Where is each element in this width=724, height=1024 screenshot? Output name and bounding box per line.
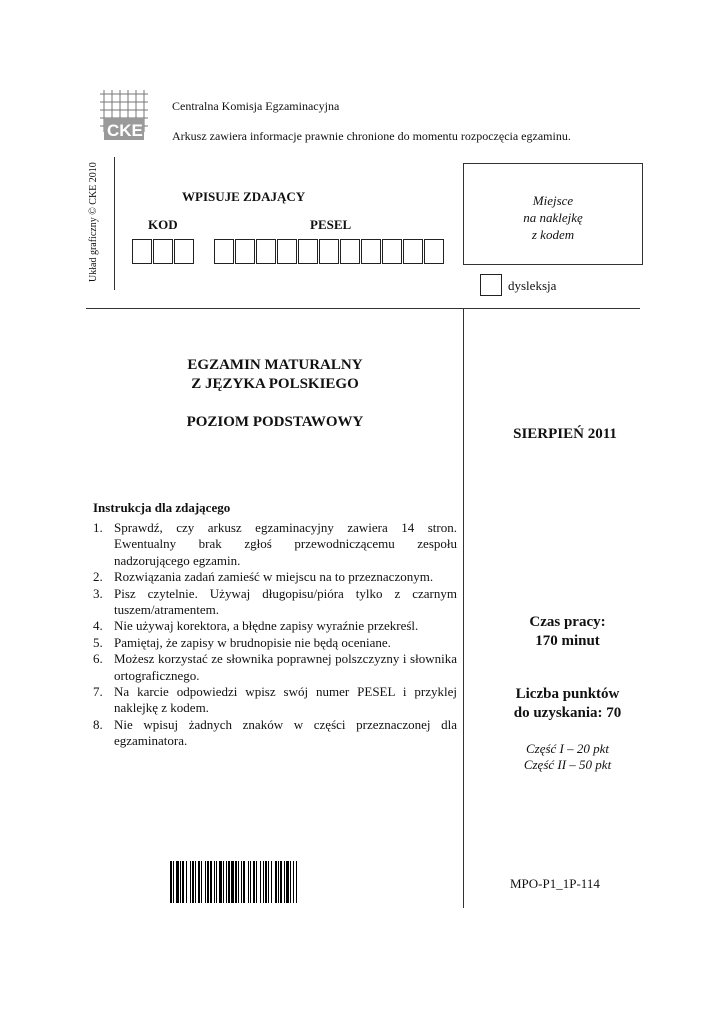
instruction-number: 4. (93, 618, 103, 634)
institution-name: Centralna Komisja Egzaminacyjna (172, 99, 340, 113)
pesel-box[interactable] (298, 239, 318, 264)
instruction-item (93, 520, 457, 569)
pesel-box[interactable] (256, 239, 276, 264)
instruction-text: Nie używaj korektora, a błędne zapisy wyraźnie przekreśl. (114, 618, 419, 634)
instruction-item (93, 717, 457, 750)
sticker-placeholder (463, 163, 643, 265)
exam-title (130, 356, 420, 394)
work-time-label: Czas pracy: (529, 614, 606, 630)
max-points-label: Liczba punktów (515, 686, 620, 702)
work-time (500, 613, 635, 651)
kod-input-boxes[interactable] (132, 239, 195, 264)
copyright-vertical: Układ graficzny © CKE 2010 (88, 162, 99, 282)
instruction-text: Pamiętaj, że zapisy w brudnopisie nie będą oceniane. (114, 634, 391, 650)
instruction-number: 7. (93, 684, 103, 700)
part-2-points: Część II – 50 pkt (523, 757, 612, 772)
instruction-text: Pisz czytelnie. Używaj długopisu/pióra tylko z czarnym tuszem/atramentem. (114, 585, 457, 618)
exam-code: MPO-P1_1P-114 (510, 876, 600, 891)
instruction-item (93, 651, 457, 684)
instruction-item (93, 635, 457, 651)
logo-text: CKE (107, 121, 143, 140)
instruction-number: 8. (93, 716, 103, 732)
pesel-box[interactable] (424, 239, 444, 264)
instruction-item (93, 684, 457, 717)
pesel-box[interactable] (340, 239, 360, 264)
instruction-text: Na karcie odpowiedzi wpisz swój numer PESEL i przyklej naklejkę z kodem. (114, 684, 457, 716)
candidate-section-title: WPISUJE ZDAJĄCY (182, 189, 306, 204)
kod-box[interactable] (132, 239, 152, 264)
instruction-number: 3. (93, 585, 103, 601)
instruction-item (93, 569, 457, 585)
exam-title-line-1: EGZAMIN MATURALNY (187, 357, 363, 373)
pesel-box[interactable] (214, 239, 234, 264)
instruction-number: 2. (93, 569, 103, 585)
instruction-text: Nie wpisuj żadnych znaków w części przeznaczonej dla egzaminatora. (114, 716, 457, 749)
kod-label: KOD (148, 217, 178, 232)
dyslexia-checkbox[interactable] (480, 274, 502, 296)
pesel-box[interactable] (319, 239, 339, 264)
instruction-number: 1. (93, 520, 103, 535)
pesel-box[interactable] (361, 239, 381, 264)
sticker-line-2: na naklejkę (523, 210, 583, 225)
instruction-item (93, 586, 457, 619)
part-1-points: Część I – 20 pkt (525, 741, 610, 756)
exam-title-line-2: Z JĘZYKA POLSKIEGO (191, 376, 359, 392)
barcode-bar (297, 861, 298, 903)
kod-box[interactable] (174, 239, 194, 264)
work-time-value: 170 minut (535, 633, 600, 649)
instruction-text: Możesz korzystać ze słownika poprawnej polszczyzny i słownika ortograficznego. (114, 651, 457, 683)
max-points (500, 685, 635, 723)
pesel-input-boxes[interactable] (214, 239, 445, 264)
pesel-label: PESEL (310, 217, 352, 232)
cke-logo (100, 88, 152, 144)
left-divider (114, 157, 115, 290)
instruction-text: Rozwiązania zadań zamieść w miejscu na to przeznaczonym. (114, 569, 434, 585)
sticker-line-3: z kodem (531, 227, 575, 242)
pesel-box[interactable] (277, 239, 297, 264)
instructions-heading: Instrukcja dla zdającego (93, 500, 231, 515)
pesel-box[interactable] (235, 239, 255, 264)
instruction-text: Sprawdź, czy arkusz egzaminacyjny zawiera 14 stron. Ewentualny brak zgłoś przewodniczącemu zespołu nadzorującego egzamin. (114, 520, 457, 568)
pesel-box[interactable] (403, 239, 423, 264)
pesel-box[interactable] (382, 239, 402, 264)
sticker-line-1: Miejsce (532, 193, 574, 208)
kod-box[interactable] (153, 239, 173, 264)
exam-date: SIERPIEŃ 2011 (513, 426, 617, 442)
instructions-list (93, 520, 457, 750)
instruction-number: 5. (93, 634, 103, 650)
max-points-value: do uzyskania: 70 (513, 705, 622, 721)
points-breakdown (500, 741, 635, 773)
vertical-divider (463, 308, 464, 908)
confidential-notice: Arkusz zawiera informacje prawnie chronione do momentu rozpoczęcia egzaminu. (172, 129, 571, 143)
barcode (170, 861, 394, 903)
instruction-item (93, 618, 457, 634)
instruction-number: 6. (93, 651, 103, 667)
horizontal-divider (86, 308, 640, 309)
exam-level: POZIOM PODSTAWOWY (186, 414, 364, 430)
dyslexia-label: dysleksja (508, 278, 557, 293)
cke-logo-graphic (100, 88, 152, 144)
